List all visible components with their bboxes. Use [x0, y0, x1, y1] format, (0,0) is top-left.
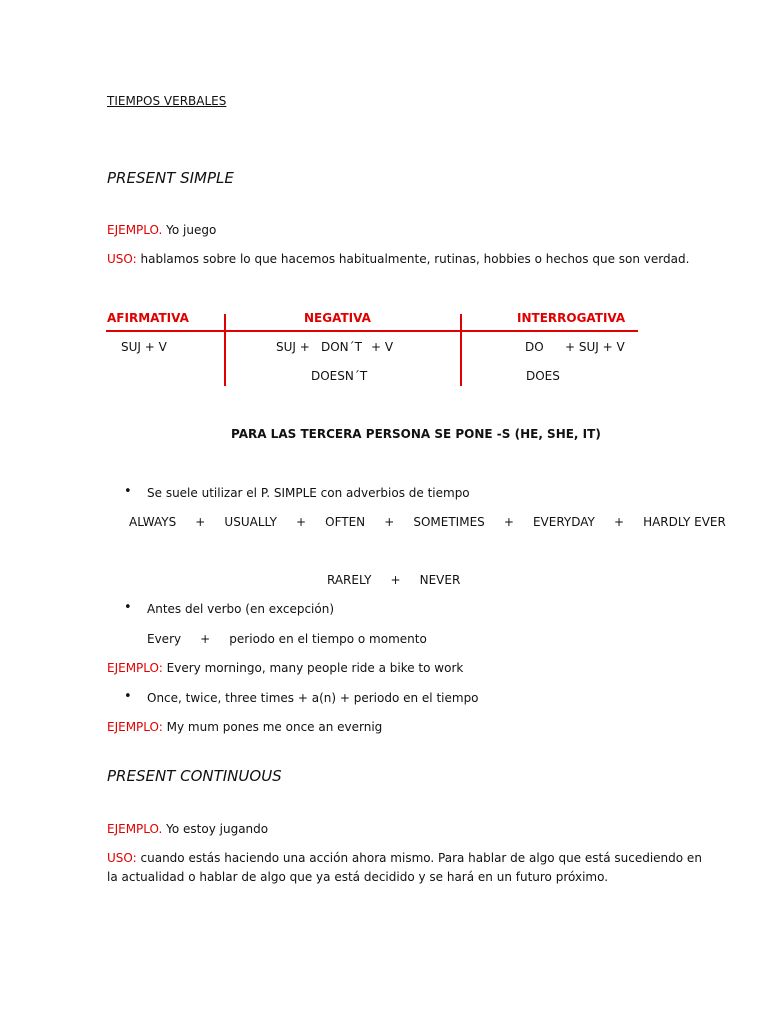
- interrogativa-does: DOES: [526, 369, 560, 383]
- bullet-dot-3: •: [124, 689, 132, 704]
- document-title: TIEMPOS VERBALES: [107, 94, 227, 108]
- interrogativa-do: DO: [525, 340, 544, 354]
- negativa-header: NEGATIVA: [304, 311, 371, 325]
- use-text: hablamos sobre lo que hacemos habitualmente, rutinas, hobbies o hechos que son verdad.: [140, 252, 690, 266]
- example-2-label: EJEMPLO:: [107, 661, 163, 675]
- pc-use-text-line1: cuando estás haciendo una acción ahora mismo. Para hablar de algo que está sucediendo en: [140, 851, 702, 865]
- negativa-dont: DON´T: [321, 340, 362, 354]
- afirmativa-header: AFIRMATIVA: [107, 311, 189, 325]
- interrogativa-suj-v: + SUJ + V: [565, 340, 625, 354]
- negativa-suj: SUJ +: [276, 340, 310, 354]
- every-formula: Every + periodo en el tiempo o momento: [147, 632, 427, 646]
- table-header-divider: [106, 330, 638, 332]
- bullet-2-text: Antes del verbo (en excepción): [147, 602, 335, 616]
- example-3-label: EJEMPLO:: [107, 720, 163, 734]
- table-column-divider-2: [460, 314, 462, 386]
- bullet-dot-2: •: [124, 600, 132, 615]
- bullet-dot-1: •: [124, 484, 132, 499]
- present-continuous-use: [107, 850, 702, 866]
- bullet-3-text: Once, twice, three times + a(n) + periodo en el tiempo: [147, 691, 479, 705]
- pc-example-text: Yo estoy jugando: [166, 822, 269, 836]
- present-continuous-example: [107, 821, 268, 837]
- negativa-v: + V: [371, 340, 394, 354]
- present-continuous-heading: PRESENT CONTINUOUS: [107, 767, 282, 785]
- example-3-text: My mum pones me once an evernig: [166, 720, 383, 734]
- pc-use-text-line2: la actualidad o hablar de algo que ya está decidido y se hará en un futuro próximo.: [107, 870, 609, 884]
- use-label: USO:: [107, 252, 137, 266]
- pc-example-label: EJEMPLO.: [107, 822, 163, 836]
- present-simple-heading: PRESENT SIMPLE: [107, 169, 234, 187]
- example-2: [107, 660, 463, 676]
- bullet-1-text: Se suele utilizar el P. SIMPLE con adverbios de tiempo: [147, 486, 470, 500]
- pc-use-label: USO:: [107, 851, 137, 865]
- table-column-divider-1: [224, 314, 226, 386]
- afirmativa-formula: SUJ + V: [121, 340, 167, 354]
- example-2-text: Every morningo, many people ride a bike to work: [166, 661, 464, 675]
- example-label: EJEMPLO.: [107, 223, 163, 237]
- negativa-doesnt: DOESN´T: [311, 369, 368, 383]
- present-simple-example: [107, 222, 216, 238]
- adverbs-row-2: RARELY + NEVER: [327, 573, 461, 587]
- interrogativa-header: INTERROGATIVA: [517, 311, 626, 325]
- example-text: Yo juego: [166, 223, 217, 237]
- example-3: [107, 719, 382, 735]
- adverbs-row-1: ALWAYS + USUALLY + OFTEN + SOMETIMES + EVERYDAY + HARDLY EVER: [129, 515, 726, 529]
- third-person-note: PARA LAS TERCERA PERSONA SE PONE -S (HE, SHE, IT): [231, 427, 601, 441]
- present-simple-use: [107, 251, 689, 267]
